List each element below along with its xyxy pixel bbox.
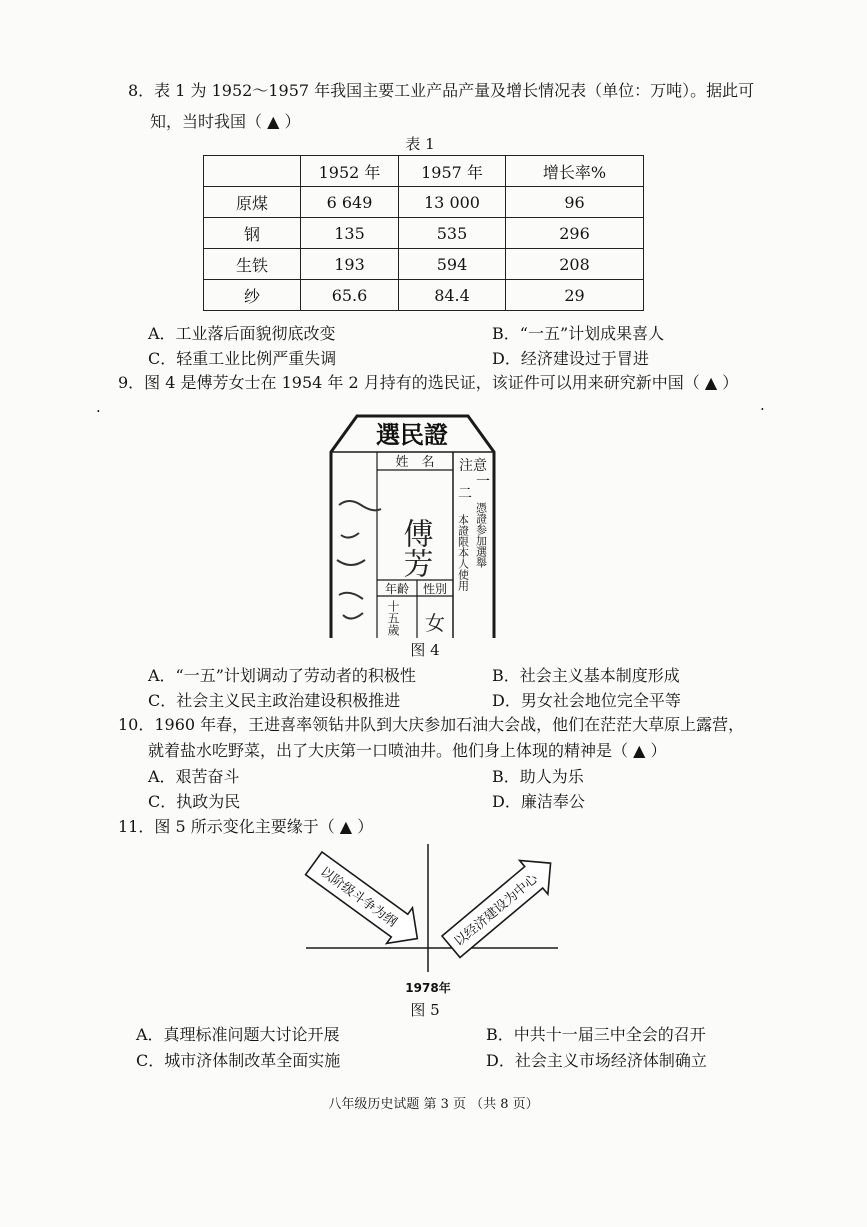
table-row — [204, 218, 644, 249]
voter-card-note-2: 二 — [458, 486, 472, 502]
q11-option-d: D．社会主义市场经济体制确立 — [486, 1051, 707, 1070]
q8-option-d: D．经济建设过于冒进 — [492, 349, 649, 368]
q8-stem-line1: 8．表 1 为 1952～1957 年我国主要工业产品产量及增长情况表（单位：万吨）。据此可 — [128, 81, 755, 100]
voter-card-sex-label: 性別 — [422, 582, 448, 596]
table-cell: 96 — [506, 187, 644, 218]
table-header-cell — [204, 156, 301, 187]
policy-shift-figure — [300, 840, 562, 1000]
q10-stem-line2: 就着盐水吃野菜，出了大庆第一口喷油井。他们身上体现的精神是（ ▲ ） — [148, 741, 667, 760]
q10-option-c: C．执政为民 — [148, 792, 241, 811]
table1-caption: 表 1 — [405, 135, 435, 153]
q9-option-b: B．社会主义基本制度形成 — [492, 666, 680, 685]
voter-card-notes-label: 注意 — [459, 458, 487, 474]
table-header-row — [204, 156, 644, 187]
voter-card-stamp-marks — [337, 501, 381, 619]
table-cell: 65.6 — [301, 280, 399, 311]
table-cell: 纱 — [204, 280, 301, 311]
figure4-caption: 图 4 — [410, 641, 440, 659]
table-cell: 535 — [399, 218, 506, 249]
table-cell: 原煤 — [204, 187, 301, 218]
table-cell: 193 — [301, 249, 399, 280]
voter-card-holder-name: 傅芳 — [397, 518, 433, 578]
table-row — [204, 187, 644, 218]
q9-stem-line1: 9．图 4 是傅芳女士在 1954 年 2 月持有的选民证，该证件可以用来研究新中国（ ▲ ） — [118, 373, 739, 392]
scan-dot: · — [760, 400, 765, 418]
q9-option-c: C．社会主义民主政治建设积极推进 — [148, 691, 401, 710]
table-cell: 84.4 — [399, 280, 506, 311]
voter-card-note-text-1: 憑證参加選舉 — [474, 502, 488, 568]
table-header-cell: 增长率% — [506, 156, 644, 187]
table-cell: 29 — [506, 280, 644, 311]
table-cell: 594 — [399, 249, 506, 280]
voter-card-name-label: 姓 名 — [395, 455, 435, 470]
class-struggle-label: 以阶级斗争为纲 — [316, 864, 400, 931]
q11-option-c: C．城市济体制改革全面实施 — [136, 1051, 341, 1070]
table-cell: 208 — [506, 249, 644, 280]
voter-card-age-label: 年齡 — [384, 582, 410, 596]
voter-card-note-1: 一 — [476, 474, 490, 490]
q8-stem-line2: 知，当时我国（ ▲ ） — [150, 112, 301, 131]
table-header-cell: 1952 年 — [301, 156, 399, 187]
q10-option-a: A．艰苦奋斗 — [148, 767, 240, 786]
table-row — [204, 280, 644, 311]
q11-option-a: A．真理标准问题大讨论开展 — [136, 1025, 340, 1044]
economic-construction-label: 以经济建设为中心 — [451, 871, 542, 950]
voter-card-note-text-2: 本證限本人使用 — [456, 514, 470, 591]
table-cell: 生铁 — [204, 249, 301, 280]
voter-card-title: 選民證 — [376, 420, 448, 449]
q9-option-a: A．“一五”计划调动了劳动者的积极性 — [148, 666, 416, 685]
economic-construction-arrow — [437, 846, 562, 963]
year-axis-label: 1978年 — [405, 981, 451, 995]
table-cell: 13 000 — [399, 187, 506, 218]
q8-option-b: B．“一五”计划成果喜人 — [492, 324, 665, 343]
table-cell: 296 — [506, 218, 644, 249]
voter-card-sex-value: 女 — [425, 611, 445, 635]
voter-card-age-value: 十五歲 — [386, 600, 400, 636]
scan-dot: · — [96, 402, 101, 420]
q8-option-a: A．工业落后面貌彻底改变 — [148, 324, 336, 343]
class-struggle-arrow — [301, 846, 430, 957]
production-table — [203, 155, 644, 311]
q10-option-b: B．助人为乐 — [492, 767, 584, 786]
q11-stem-line1: 11．图 5 所示变化主要缘于（ ▲ ） — [118, 817, 374, 836]
voter-card-figure — [325, 410, 500, 640]
q11-option-b: B．中共十一届三中全会的召开 — [486, 1025, 706, 1044]
q9-option-d: D．男女社会地位完全平等 — [492, 691, 681, 710]
table-cell: 6 649 — [301, 187, 399, 218]
q10-stem-line1: 10．1960 年春，王进喜率领钻井队到大庆参加石油大会战，他们在茫茫大草原上露营， — [118, 715, 745, 734]
table-cell: 135 — [301, 218, 399, 249]
table-row — [204, 249, 644, 280]
q10-option-d: D．廉洁奉公 — [492, 792, 585, 811]
q8-option-c: C．轻重工业比例严重失调 — [148, 349, 337, 368]
figure5-caption: 图 5 — [410, 1001, 440, 1019]
table-header-cell: 1957 年 — [399, 156, 506, 187]
table-cell: 钢 — [204, 218, 301, 249]
page-footer: 八年级历史试题 第 3 页 （共 8 页） — [328, 1097, 539, 1112]
